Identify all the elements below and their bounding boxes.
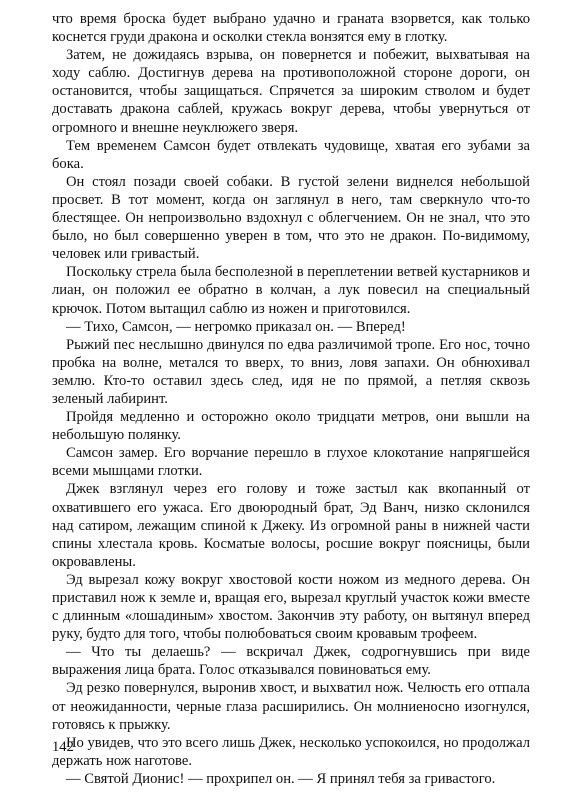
paragraph: Тем временем Самсон будет отвлекать чудовище, хватая его зубами за бока.	[52, 137, 530, 172]
page-text	[52, 10, 530, 788]
paragraph: Затем, не дожидаясь взрыва, он повернется и побежит, выхватывая на ходу саблю. Достигнув дерева на противоположной стороне дороги, он остановится, чтобы защищаться. Спрячется за широким стволом и будет доставать дракона саблей, кружась вокруг дерева, чтобы увернуться от огромного и внешне неуклюжего зверя.	[52, 47, 530, 136]
paragraph: Эд вырезал кожу вокруг хвостовой кости ножом из медного дерева. Он приставил нож к земле и, вращая его, вырезал круглый участок кожи вместе с длинным «лошадиным» хвостом. Закончив эту работу, он вытянул вперед руку, будто для того, чтобы полюбоваться своим кровавым трофеем.	[52, 571, 530, 643]
paragraph: что время броска будет выбрано удачно и граната взорвется, как только коснется груди дракона и осколки стекла вонзятся ему в глотку.	[52, 11, 530, 46]
paragraph: — Тихо, Самсон, — негромко приказал он. — Вперед!	[66, 318, 406, 335]
paragraph: Но увидев, что это всего лишь Джек, несколько успокоился, но продолжал держать нож наготове.	[52, 734, 530, 769]
paragraph: — Святой Дионис! — прохрипел он. — Я принял тебя за гривастого.	[66, 770, 496, 787]
paragraph: — Что ты делаешь? — вскричал Джек, содрогнувшись при виде выражения лица брата. Голос отказывался повиноваться ему.	[52, 644, 530, 679]
paragraph: Рыжий пес неслышно двинулся по едва различимой тропе. Его нос, точно пробка на волне, метался то вверх, то вниз, ловя запахи. Он обнюхивал землю. Кто-то оставил здесь след, идя не по прямой, а петляя сквозь зеленый лабиринт.	[52, 336, 530, 407]
paragraph: Он стоял позади своей собаки. В густой зелени виднелся небольшой просвет. В тот момент, когда он заглянул в него, там сверкнуло что-то блестящее. Он непроизвольно вздохнул с облегчением. Он не знал, что это было, но был совершенно уверен в том, что это не дракон. По-видимому, человек или гривастый.	[52, 173, 530, 263]
paragraph: Джек взглянул через его голову и тоже застыл как вкопанный от охватившего его ужаса. Его двоюродный брат, Эд Ванч, низко склонился над сатиром, лежащим спиной к Джеку. Из огромной раны в нижней части спины хлестала кровь. Косматые волосы, росшие вокруг поясницы, были окровавлены.	[52, 481, 530, 570]
paragraph: Поскольку стрела была бесполезной в переплетении ветвей кустарников и лиан, он положил ее обратно в колчан, а лук повесил на специальный крючок. Потом вытащил саблю из ножен и приготовился.	[52, 264, 530, 317]
page-number: 142	[52, 739, 74, 755]
paragraph: Самсон замер. Его ворчание перешло в глухое клокотание напрягшейся всеми мышцами глотки.	[52, 445, 530, 480]
paragraph: Эд резко повернулся, выронив хвост, и выхватил нож. Челюсть его отпала от неожиданности, черные глаза расширились. Он молниеносно изогнулся, готовясь к прыжку.	[52, 680, 530, 733]
paragraph: Пройдя медленно и осторожно около тридцати метров, они вышли на небольшую полянку.	[52, 409, 530, 444]
